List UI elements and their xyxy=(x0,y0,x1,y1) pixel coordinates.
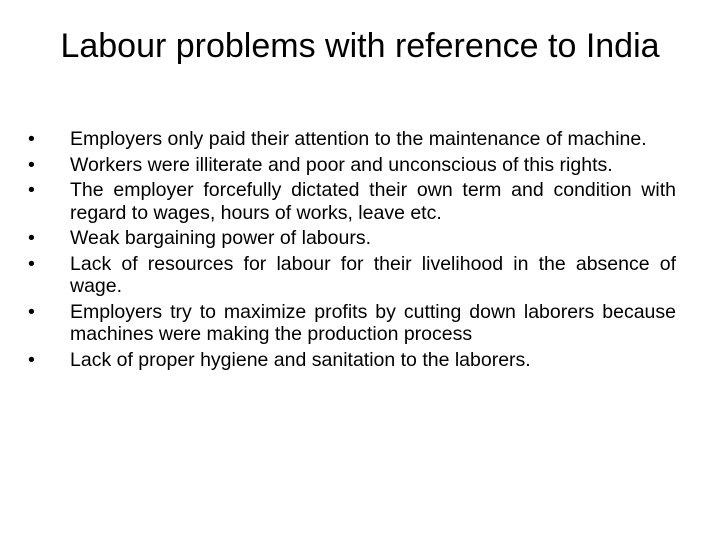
bullet-item xyxy=(28,179,676,224)
bullet-icon: • xyxy=(28,300,35,323)
bullet-text: Employers try to maximize profits by cutting down laborers because machines were making the production process xyxy=(70,300,676,345)
bullet-icon: • xyxy=(28,252,35,275)
bullet-text: Weak bargaining power of labours. xyxy=(70,227,371,249)
bullet-text: The employer forcefully dictated their own term and condition with regard to wages, hours of works, leave etc. xyxy=(70,179,676,224)
bullet-item xyxy=(28,301,676,346)
bullet-item xyxy=(28,253,676,298)
bullet-icon: • xyxy=(28,153,35,176)
bullet-text: Workers were illiterate and poor and unconscious of this rights. xyxy=(70,153,613,176)
bullet-icon: • xyxy=(28,348,35,371)
bullet-item xyxy=(28,154,676,177)
bullet-text: Lack of proper hygiene and sanitation to the laborers. xyxy=(70,348,531,371)
bullet-list xyxy=(28,128,676,374)
bullet-item xyxy=(28,128,676,151)
bullet-text: Employers only paid their attention to the maintenance of machine. xyxy=(70,128,647,150)
bullet-icon: • xyxy=(28,179,35,201)
bullet-icon: • xyxy=(28,227,35,249)
slide-title: Labour problems with reference to India xyxy=(60,27,660,65)
bullet-item xyxy=(28,227,676,250)
bullet-icon: • xyxy=(28,128,35,150)
bullet-item xyxy=(28,349,676,372)
bullet-text: Lack of resources for labour for their livelihood in the absence of wage. xyxy=(70,252,676,297)
